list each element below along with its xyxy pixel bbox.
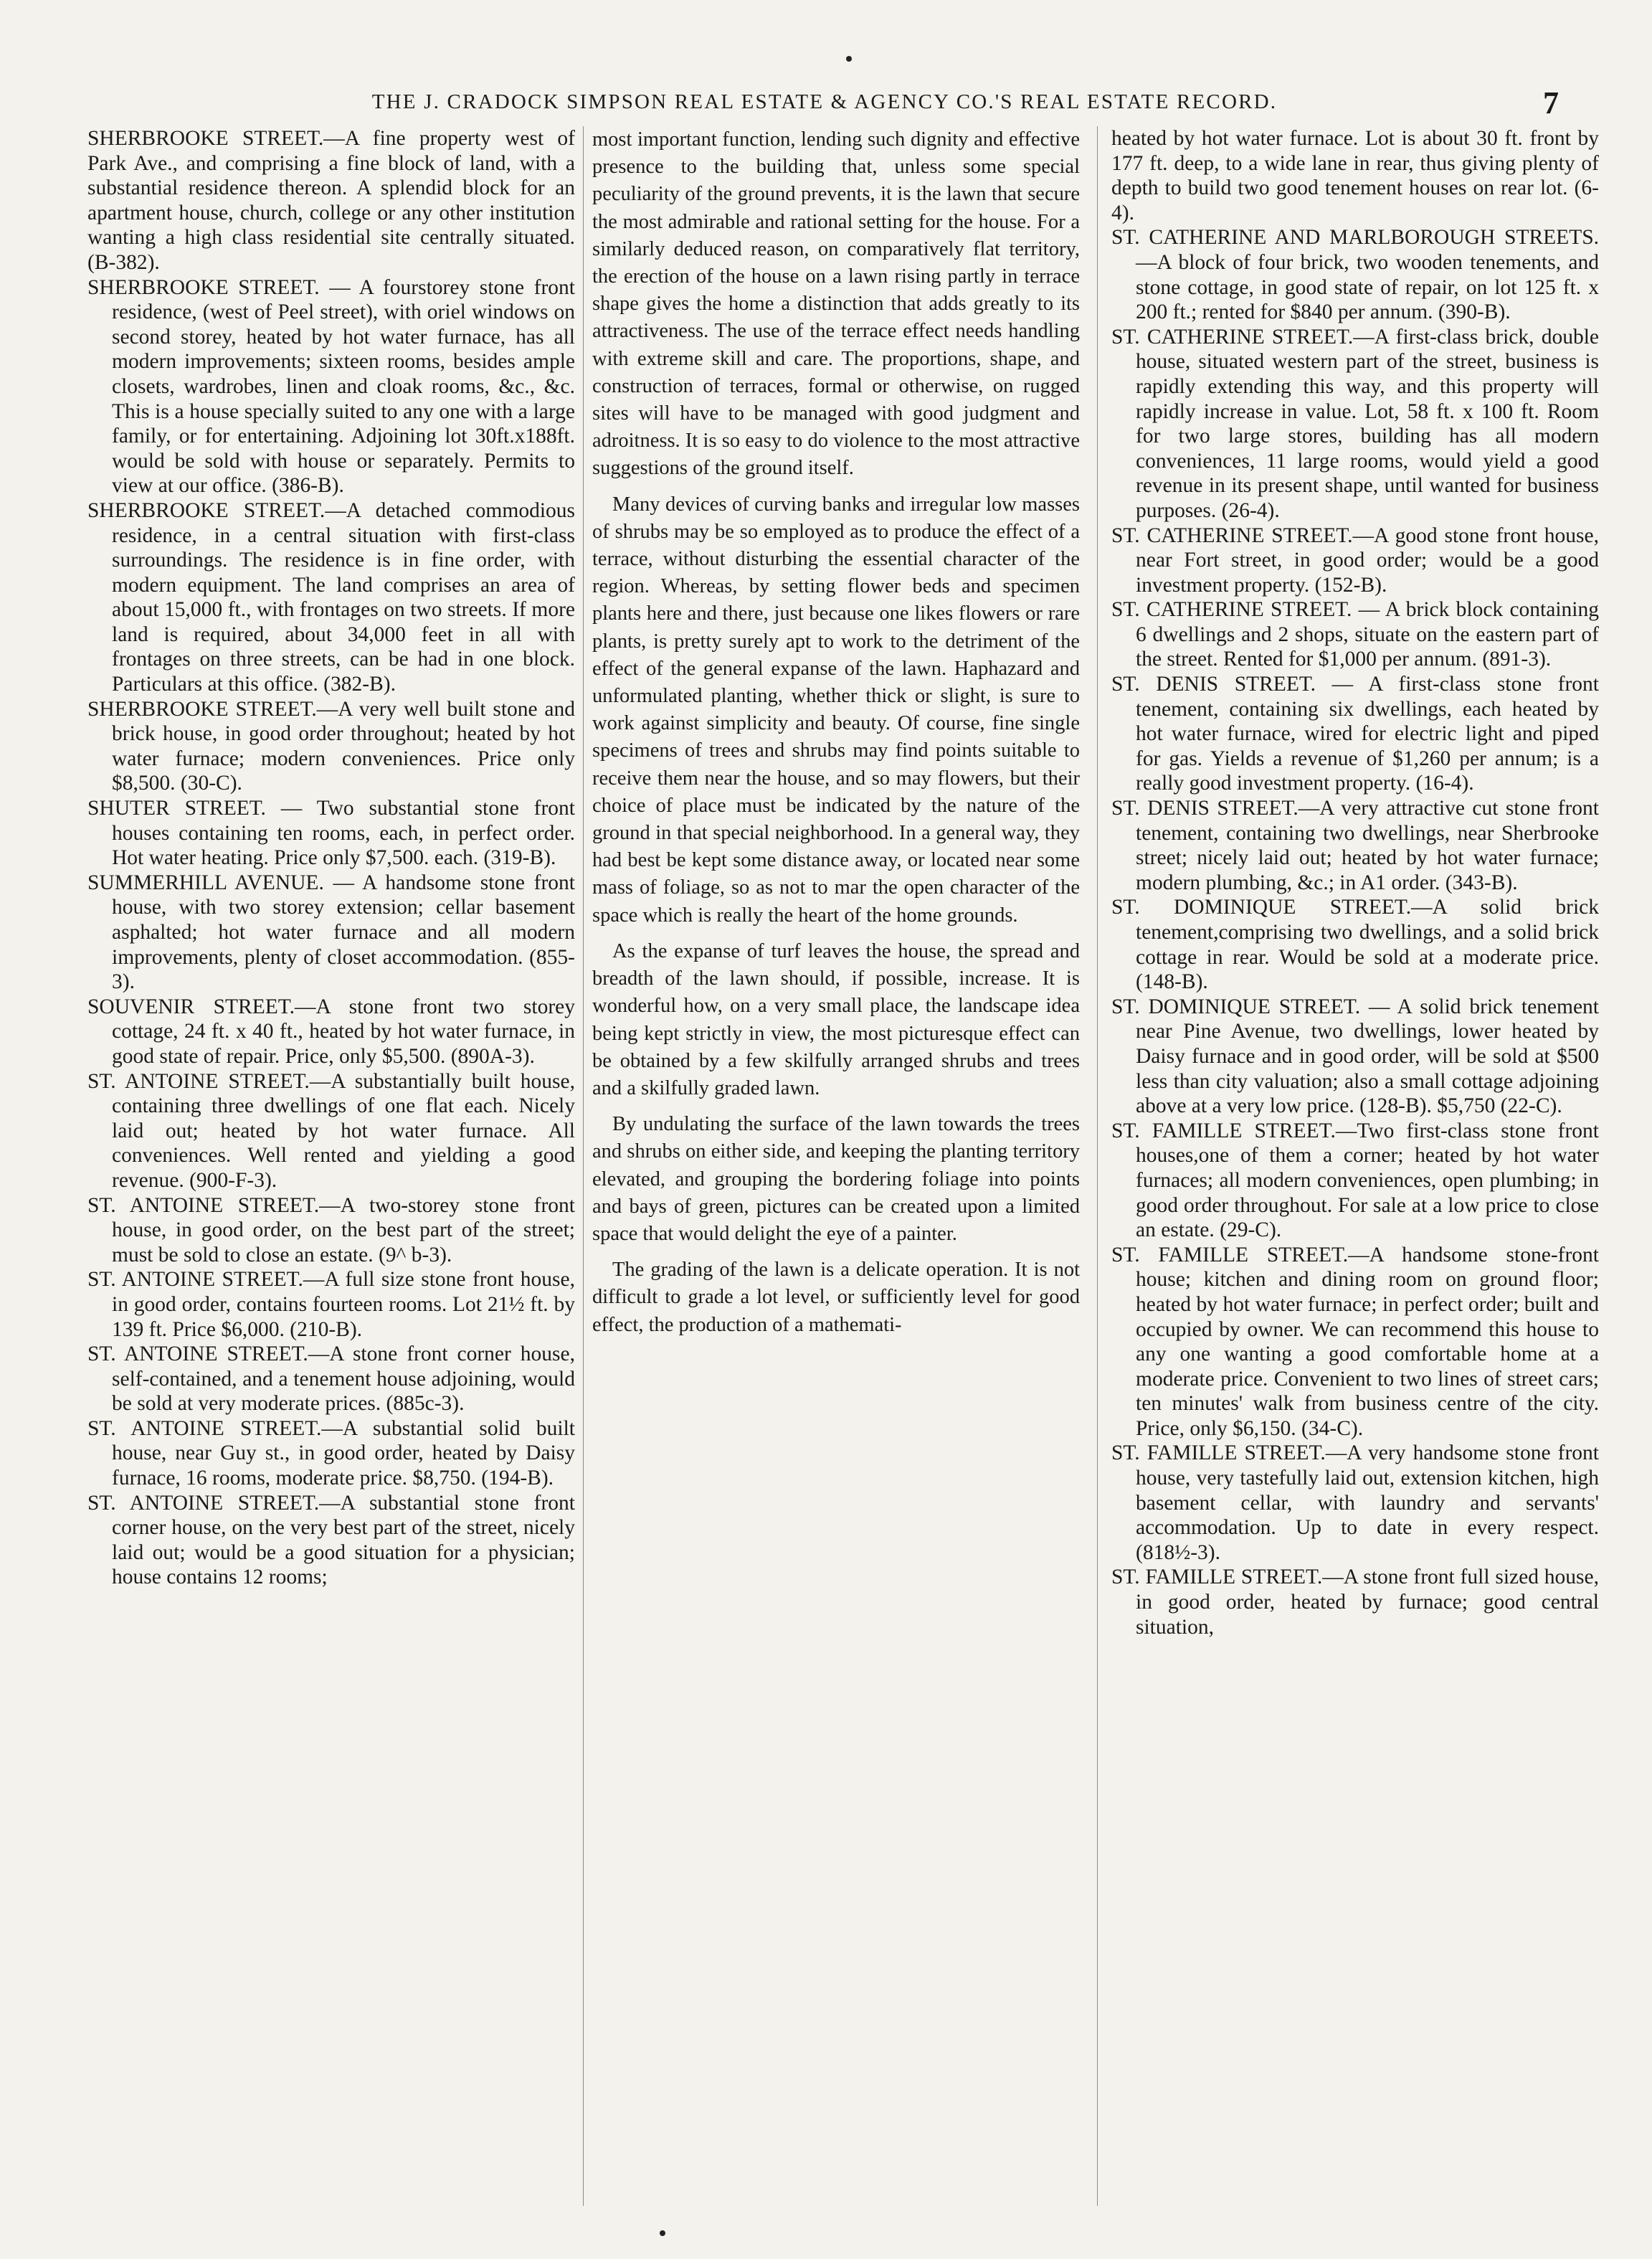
right-column (1111, 126, 1599, 2217)
article-paragraph: The grading of the lawn is a delicate operation. It is not difficult to grade a lot level, or sufficiently level for good effect, the production of a mathemati- (592, 1259, 1080, 1336)
listing-entry: heated by hot water furnace. Lot is about 30 ft. front by 177 ft. deep, to a wide lane in rear, thus giving plenty of depth to build two good tenement houses on rear lot. (6-4). (1111, 127, 1599, 224)
middle-column (592, 126, 1080, 2217)
listing-entry: ST. DOMINIQUE STREET.—A solid brick tenement,comprising two dwellings, and a solid brick cottage in rear. Would be sold at a moderate price. (148-B). (1111, 896, 1599, 994)
listing-entry: ST. ANTOINE STREET.—A two-storey stone front house, in good order, on the best part of the street; must be sold to close an estate. (9^ b-3). (87, 1193, 575, 1266)
listing-entry: SUMMERHILL AVENUE. — A handsome stone front house, with two storey extension; cellar basement asphalted; hot water furnace and all modern improvements, plenty of closet accommodation. (855-3). (87, 871, 575, 994)
listing-entry: ST. FAMILLE STREET.—A stone front full sized house, in good order, heated by furnace; good central situation, (1111, 1566, 1599, 1639)
article-paragraph: most important function, lending such dignity and effective presence to the building that, unless some special peculiarity of the ground prevents, it is the lawn that secure the most admirable and rational setting for the house. For a similarly deduced reason, on comparatively flat territory, the erection of the house on a lawn rising partly in terrace shape gives the home a distinction that adds greatly to its attractiveness. The use of the terrace effect needs handling with extreme skill and care. The proportions, shape, and construction of terraces, formal or otherwise, on rugged sites will have to be managed with good judgment and adroitness. It is so easy to do violence to the most attractive suggestions of the ground itself. (592, 128, 1080, 480)
listing-entry: ST. ANTOINE STREET.—A full size stone front house, in good order, contains fourteen rooms. Lot 21½ ft. by 139 ft. Price $6,000. (210-B). (87, 1268, 575, 1341)
listing-entry: ST. CATHERINE AND MARLBOROUGH STREETS.—A block of four brick, two wooden tenements, and stone cottage, in good state of repair, on lot 125 ft. x 200 ft.; rented for $840 per annum. (390-B). (1111, 226, 1599, 324)
article-paragraph: As the expanse of turf leaves the house, the spread and breadth of the lawn should, if possible, increase. It is wonderful how, on a very small place, the landscape idea being kept strictly in view, the most picturesque effect can be obtained by a few skilfully arranged shrubs and trees and a skilfully graded lawn. (592, 939, 1080, 1099)
article-paragraph: Many devices of curving banks and irregular low masses of shrubs may be so employed as to produce the effect of a terrace, without disturbing the essential character of the region. Whereas, by setting flower beds and specimen plants here and there, just because one likes flowers or rare plants, is pretty surely apt to work to the detriment of the effect of the general expanse of the lawn. Haphazard and unformulated planting, whether thick or slight, is sure to work against simplicity and beauty. Of course, fine single specimens of trees and shrubs may find points suitable to receive them near the house, and so may flowers, but their choice of place must be indicated by the nature of the ground in that special neighborhood. In a general way, they had best be kept some distance away, or located near some mass of foliage, so as not to mar the open character of the space which is really the heart of the home grounds. (592, 493, 1080, 927)
listing-entry: ST. FAMILLE STREET.—Two first-class stone front houses,one of them a corner; heated by hot water furnaces; all modern conveniences, open plumbing; in good order throughout. For sale at a low price to close an estate. (29-C). (1111, 1119, 1599, 1242)
printer-dot-bottom (660, 2230, 665, 2236)
listing-entry: SOUVENIR STREET.—A stone front two storey cottage, 24 ft. x 40 ft., heated by hot water furnace, in good state of repair. Price, only $5,500. (890A-3). (87, 995, 575, 1068)
printer-dot-top (846, 56, 852, 62)
listing-entry: ST. ANTOINE STREET.—A substantial stone front corner house, on the very best part of the street, nicely laid out; would be a good situation for a physician; house contains 12 rooms; (87, 1491, 575, 1589)
listing-entry: SHERBROOKE STREET.—A very well built stone and brick house, in good order throughout; heated by hot water furnace; modern conveniences. Price only $8,500. (30-C). (87, 697, 575, 795)
page-number: 7 (1543, 85, 1559, 120)
listing-entry: ST. DENIS STREET.—A very attractive cut stone front tenement, containing two dwellings, near Sherbrooke street; nicely laid out; heated by hot water furnace; modern plumbing, &c.; in A1 order. (343-B). (1111, 797, 1599, 894)
running-head: THE J. CRADOCK SIMPSON REAL ESTATE & AGENCY CO.'S REAL ESTATE RECORD. (371, 90, 1278, 113)
listing-entry: ST. ANTOINE STREET.—A substantially built house, containing three dwellings of one flat each. Nicely laid out; heated by hot water furnace. All conveniences. Well rented and yielding a good revenue. (900-F-3). (87, 1069, 575, 1192)
column-rule (1097, 126, 1098, 2206)
listing-entry: ST. ANTOINE STREET.—A stone front corner house, self-contained, and a tenement house adjoining, would be sold at very moderate prices. (885c-3). (87, 1342, 575, 1416)
listing-entry: ST. DOMINIQUE STREET. — A solid brick tenement near Pine Avenue, two dwellings, lower heated by Daisy furnace and in good order, will be sold at $500 less than city valuation; also a small cottage adjoining above at a very low price. (128-B). $5,750 (22-C). (1111, 995, 1599, 1118)
listing-entry: ST. DENIS STREET. — A first-class stone front tenement, containing six dwellings, each heated by hot water furnace, wired for electric light and piped for gas. Yields a revenue of $1,260 per annum; is a really good investment property. (16-4). (1111, 673, 1599, 795)
listing-entry: ST. ANTOINE STREET.—A substantial solid built house, near Guy st., in good order, heated by Daisy furnace, 16 rooms, moderate price. $8,750. (194-B). (87, 1416, 575, 1490)
column-rule (583, 126, 584, 2206)
article-paragraph: By undulating the surface of the lawn towards the trees and shrubs on either side, and keeping the planting territory elevated, and grouping the bordering foliage into points and bays of green, pictures can be created upon a limited space that would delight the eye of a painter. (592, 1113, 1080, 1245)
listing-entry: ST. CATHERINE STREET.—A first-class brick, double house, situated western part of the street, business is rapidly extending this way, and this property will rapidly increase in value. Lot, 58 ft. x 100 ft. Room for two large stores, building has all modern conveniences, 11 large rooms, would yield a good revenue in its present shape, until wanted for business purposes. (26-4). (1111, 325, 1599, 522)
listing-entry: SHERBROOKE STREET.—A detached commodious residence, in a central situation with first-class surroundings. The residence is in fine order, with modern equipment. The land comprises an area of about 15,000 ft., with frontages on two streets. If more land is required, about 34,000 feet in all with frontages on three streets, can be had in one block. Particulars at this office. (382-B). (87, 498, 575, 696)
listing-entry: ST. FAMILLE STREET.—A handsome stone-front house; kitchen and dining room on ground floor; heated by hot water furnace; in perfect order; built and occupied by owner. We can recommend this house to any one wanting a good comfortable home at a moderate price. Convenient to two lines of street cars; ten minutes' walk from business centre of the city. Price, only $6,150. (34-C). (1111, 1243, 1599, 1440)
listing-entry: SHUTER STREET. — Two substantial stone front houses containing ten rooms, each, in perfect order. Hot water heating. Price only $7,500. each. (319-B). (87, 797, 575, 870)
listing-entry: SHERBROOKE STREET.—A fine property west of Park Ave., and comprising a fine block of land, with a substantial residence thereon. A splendid block for an apartment house, church, college or any other institution wanting a high class residential site centrally situated. (B-382). (87, 127, 575, 274)
left-column (87, 126, 575, 2217)
listing-entry: ST. CATHERINE STREET. — A brick block containing 6 dwellings and 2 shops, situate on the eastern part of the street. Rented for $1,000 per annum. (891-3). (1111, 598, 1599, 671)
listing-entry: ST. CATHERINE STREET.—A good stone front house, near Fort street, in good order; would be a good investment property. (152-B). (1111, 524, 1599, 597)
listing-entry: ST. FAMILLE STREET.—A very handsome stone front house, very tastefully laid out, extension kitchen, high basement cellar, with laundry and servants' accommodation. Up to date in every respect. (818½-3). (1111, 1441, 1599, 1564)
listing-entry: SHERBROOKE STREET. — A fourstorey stone front residence, (west of Peel street), with oriel windows on second storey, heated by hot water furnace, has all modern improvements; sixteen rooms, besides ample closets, wardrobes, linen and cloak rooms, &c., &c. This is a house specially suited to any one with a large family, or for entertaining. Adjoining lot 30ft.x188ft. would be sold with house or separately. Permits to view at our office. (386-B). (87, 275, 575, 498)
